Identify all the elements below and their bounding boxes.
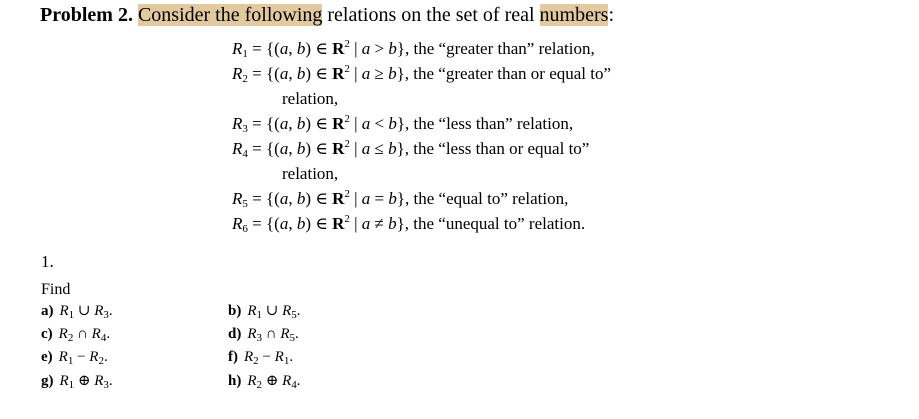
relation-description: the “greater than or equal to” [413,64,612,83]
relation-description: the “less than or equal to” [413,139,590,158]
relation-name: $R_6$ [232,214,248,235]
relation-description: the “unequal to” relation. [413,214,586,233]
exercise-a: a) $R_1$ ∪ $R_3$. [41,303,113,321]
exercise-e: e) $R_1 - R_2$. [41,349,108,367]
relation-operator: ≤ [370,139,389,158]
highlighted-text-2: numbers [539,4,609,26]
relation-name: $R_4$ [232,139,248,160]
find-label: Find [41,281,71,298]
problem-colon: : [608,4,614,26]
relation-name: $R_2$ [232,64,248,85]
relation-description: the “equal to” relation, [413,189,569,208]
relation-description: the “greater than” relation, [413,39,595,58]
item-number: 1. [41,252,54,271]
problem-text: relations on the set of real [322,4,540,26]
relation-continuation: relation, [282,164,339,183]
relation-name: $R_3$ [232,114,248,135]
exercise-b: b) $R_1$ ∪ $R_5$. [228,303,301,321]
relation-operator: ≠ [370,214,389,233]
relation-1: $R_1 = \{(a$, b) ∈ $R^2$ | a > b}, the “greater than” relation, [232,38,595,60]
exercise-c: c) $R_2$ ∩ $R_4$. [41,326,111,344]
exercise-d: d) $R_3$ ∩ $R_5$. [228,326,299,344]
exercise-g: g) $R_1$ ⊕ $R_3$. [41,373,113,391]
exercise-f: f) $R_2 - R_1$. [228,349,294,367]
relation-operator: = [370,189,389,208]
relation-operator: > [370,39,389,58]
relation-6: $R_6 = \{(a$, b) ∈ $R^2$ | a ≠ b}, the “unequal to” relation. [232,213,586,235]
relation-operator: < [370,114,389,133]
relation-4: $R_4 = \{(a$, b) ∈ $R^2$ | a ≤ b}, the “less than or equal to” [232,138,590,160]
relation-name: $R_5$ [232,189,248,210]
relation-3: $R_3 = \{(a$, b) ∈ $R^2$ | a < b}, the “less than” relation, [232,113,574,135]
problem-heading [40,2,614,28]
relation-operator: ≥ [370,64,389,83]
relation-name: $R_1$ [232,39,248,60]
relation-definitions [232,36,611,236]
relation-continuation: relation, [282,89,339,108]
relation-description: the “less than” relation, [413,114,574,133]
problem-label: Problem 2. [40,4,133,26]
highlighted-text-1: Consider the following [137,4,323,26]
relation-2: $R_2 = \{(a$, b) ∈ $R^2$ | a ≥ b}, the “greater than or equal to” [232,63,612,85]
relation-5: $R_5 = \{(a$, b) ∈ $R^2$ | a = b}, the “equal to” relation, [232,188,569,210]
exercise-h: h) $R_2$ ⊕ $R_4$. [228,373,301,391]
